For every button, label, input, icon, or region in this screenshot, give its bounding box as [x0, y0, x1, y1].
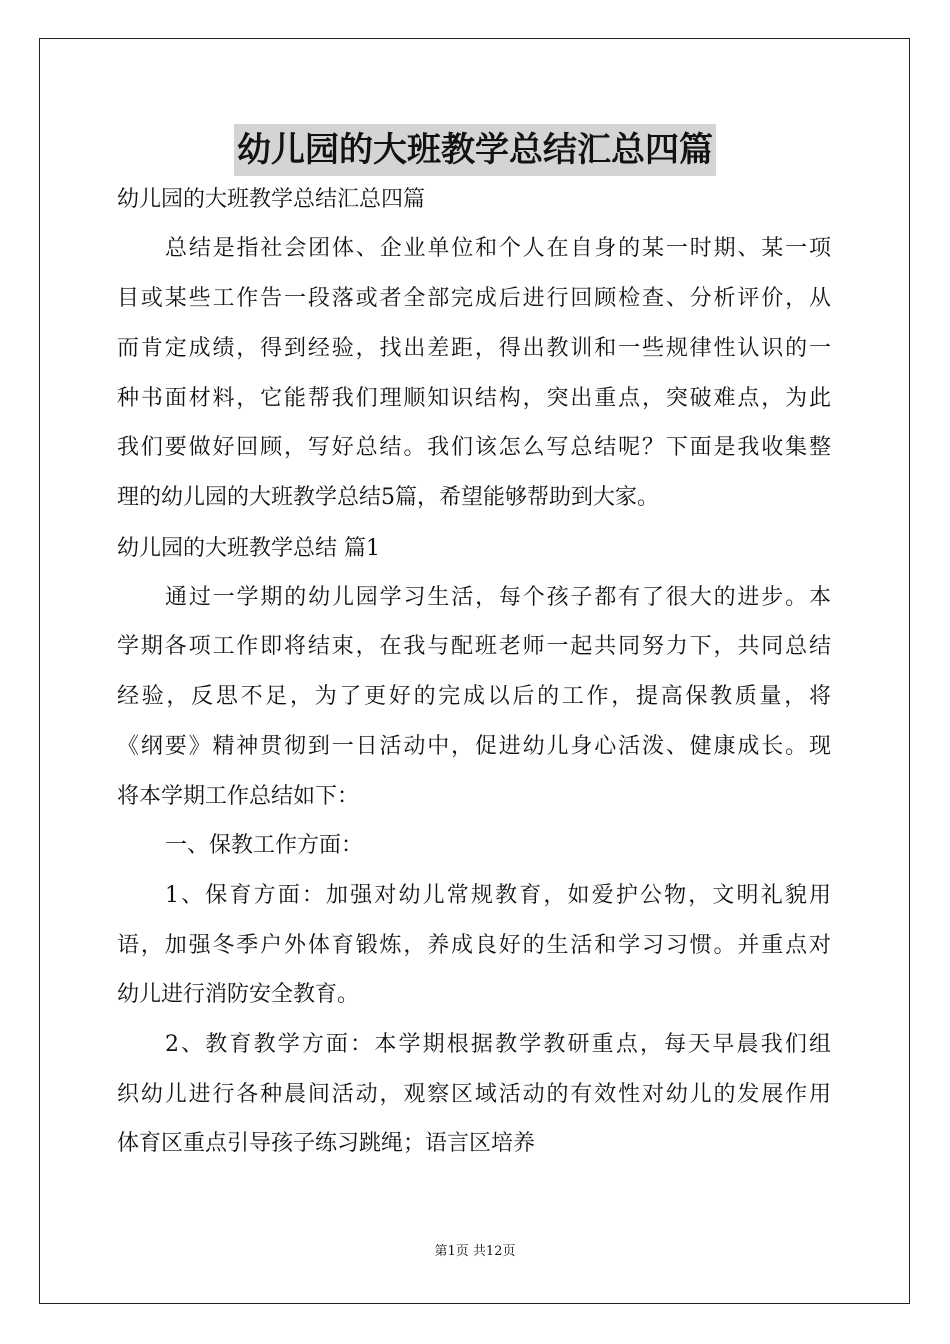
- paragraph-line: 体育区重点引导孩子练习跳绳；语言区培养: [117, 1131, 536, 1156]
- paragraph-line: 幼儿进行消防安全教育。: [117, 982, 360, 1007]
- paragraph-line: 1、保育方面：加强对幼儿常规教育，如爱护公物，文明礼貌用: [165, 883, 831, 908]
- paragraph-line: 学期各项工作即将结束，在我与配班老师一起共同努力下，共同总结: [117, 634, 831, 659]
- intro-line: 种书面材料，它能帮我们理顺知识结构，突出重点，突破难点，为此: [117, 386, 831, 411]
- intro-line: 理的幼儿园的大班教学总结5篇，希望能够帮助到大家。: [117, 485, 659, 510]
- intro-line: 总结是指社会团体、企业单位和个人在自身的某一时期、某一项: [165, 236, 831, 261]
- subheading: 一、保教工作方面：: [165, 833, 364, 858]
- document-title: 幼儿园的大班教学总结汇总四篇: [234, 124, 716, 176]
- intro-line: 目或某些工作告一段落或者全部完成后进行回顾检查、分析评价，从: [117, 286, 831, 311]
- paragraph-line: 《纲要》精神贯彻到一日活动中，促进幼儿身心活泼、健康成长。现: [117, 734, 831, 759]
- title-container: [0, 124, 950, 176]
- paragraph-line: 通过一学期的幼儿园学习生活，每个孩子都有了很大的进步。本: [165, 585, 831, 610]
- document-subtitle: 幼儿园的大班教学总结汇总四篇: [117, 187, 426, 212]
- paragraph-line: 语，加强冬季户外体育锻炼，养成良好的生活和学习习惯。并重点对: [117, 933, 831, 958]
- paragraph-line: 织幼儿进行各种晨间活动，观察区域活动的有效性对幼儿的发展作用: [117, 1082, 831, 1107]
- paragraph-line: 将本学期工作总结如下：: [117, 784, 360, 809]
- page-border: [39, 38, 910, 1304]
- intro-line: 我们要做好回顾，写好总结。我们该怎么写总结呢？下面是我收集整: [117, 435, 831, 460]
- paragraph-line: 2、教育教学方面：本学期根据教学教研重点，每天早晨我们组: [165, 1032, 831, 1057]
- section-heading: 幼儿园的大班教学总结 篇1: [117, 536, 380, 561]
- page-footer: 第1页 共12页: [434, 1244, 516, 1259]
- intro-line: 而肯定成绩，得到经验，找出差距，得出教训和一些规律性认识的一: [117, 336, 831, 361]
- paragraph-line: 经验，反思不足，为了更好的完成以后的工作，提高保教质量，将: [117, 684, 831, 709]
